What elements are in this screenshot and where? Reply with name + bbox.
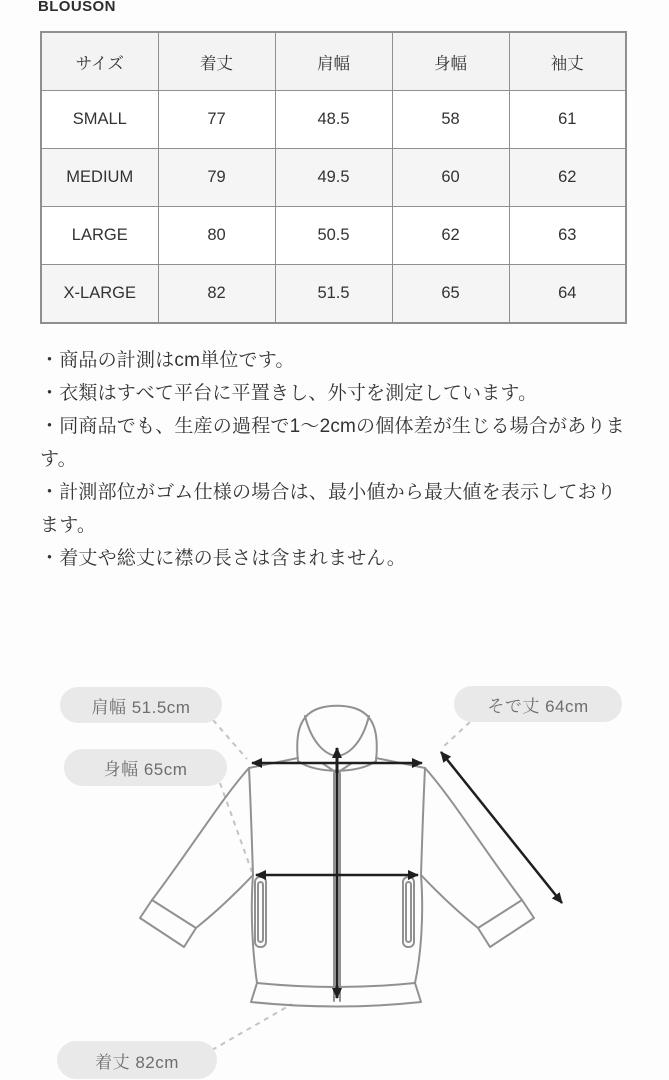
cell-sleeve: 61 xyxy=(509,91,626,149)
cell-sleeve: 62 xyxy=(509,149,626,207)
cell-size: SMALL xyxy=(41,91,158,149)
page-title: BLOUSON xyxy=(38,0,116,15)
note-item: ・商品の計測はcm単位です。 xyxy=(40,350,295,371)
col-header-width: 身幅 xyxy=(392,32,509,91)
cell-shoulder: 49.5 xyxy=(275,149,392,207)
note-item: ・計測部位がゴム仕様の場合は、最小値から最大値を表示しております。 xyxy=(40,482,617,536)
size-table xyxy=(40,31,627,324)
cell-size: LARGE xyxy=(41,207,158,265)
sleeve-length-arrow xyxy=(441,752,562,903)
cell-width: 65 xyxy=(392,265,509,324)
cell-length: 82 xyxy=(158,265,275,324)
cuff-right xyxy=(478,900,534,947)
cell-size: X-LARGE xyxy=(41,265,158,324)
cell-width: 58 xyxy=(392,91,509,149)
col-header-length: 着丈 xyxy=(158,32,275,91)
pocket-left-inner xyxy=(258,882,263,942)
measurement-arrows xyxy=(252,748,562,998)
cell-shoulder: 51.5 xyxy=(275,265,392,324)
note-item: ・同商品でも、生産の過程で1〜2cmの個体差が生じる場合があります。 xyxy=(40,416,625,470)
size-table-header xyxy=(41,32,626,91)
jacket-measurement-diagram xyxy=(0,660,669,1080)
table-row xyxy=(41,149,626,207)
shoulder-width-label-text: 肩幅 51.5cm xyxy=(91,697,191,717)
cell-length: 80 xyxy=(158,207,275,265)
note-item: ・衣類はすべて平台に平置きし、外寸を測定しています。 xyxy=(40,383,538,404)
pocket-right-inner xyxy=(406,882,411,942)
col-header-sleeve: 袖丈 xyxy=(509,32,626,91)
table-row xyxy=(41,207,626,265)
sleeve-label-connector xyxy=(443,722,470,747)
table-row xyxy=(41,91,626,149)
length-label-connector xyxy=(212,1004,292,1050)
measurement-notes xyxy=(40,344,634,575)
cell-sleeve: 64 xyxy=(509,265,626,324)
body-width-label xyxy=(64,749,227,786)
armhole-left xyxy=(249,768,253,875)
sleeve-outer-left xyxy=(152,768,249,900)
cell-sleeve: 63 xyxy=(509,207,626,265)
sleeve-inner-left xyxy=(196,875,253,928)
cell-width: 60 xyxy=(392,149,509,207)
body-width-label-text: 身幅 65cm xyxy=(103,760,188,779)
cell-size: MEDIUM xyxy=(41,149,158,207)
pocket-right xyxy=(403,877,414,947)
col-header-size: サイズ xyxy=(41,32,158,91)
pocket-left xyxy=(255,877,266,947)
body-length-label xyxy=(57,1041,217,1079)
sleeve-length-label xyxy=(454,686,622,722)
shoulder-width-label xyxy=(60,687,222,723)
body-side-right xyxy=(415,875,422,983)
sleeve-inner-right xyxy=(421,875,478,928)
cell-shoulder: 50.5 xyxy=(275,207,392,265)
armhole-right xyxy=(421,768,425,875)
cuff-left xyxy=(140,900,196,947)
sleeve-length-label-text: そで丈 64cm xyxy=(487,696,589,716)
cell-width: 62 xyxy=(392,207,509,265)
cell-length: 77 xyxy=(158,91,275,149)
body-length-label-text: 着丈 82cm xyxy=(95,1052,179,1072)
table-row xyxy=(41,265,626,324)
cell-shoulder: 48.5 xyxy=(275,91,392,149)
cell-length: 79 xyxy=(158,149,275,207)
table-header-row xyxy=(41,32,626,91)
col-header-shoulder: 肩幅 xyxy=(275,32,392,91)
note-item: ・着丈や総丈に襟の長さは含まれません。 xyxy=(40,548,406,569)
width-label-connector xyxy=(220,783,252,872)
